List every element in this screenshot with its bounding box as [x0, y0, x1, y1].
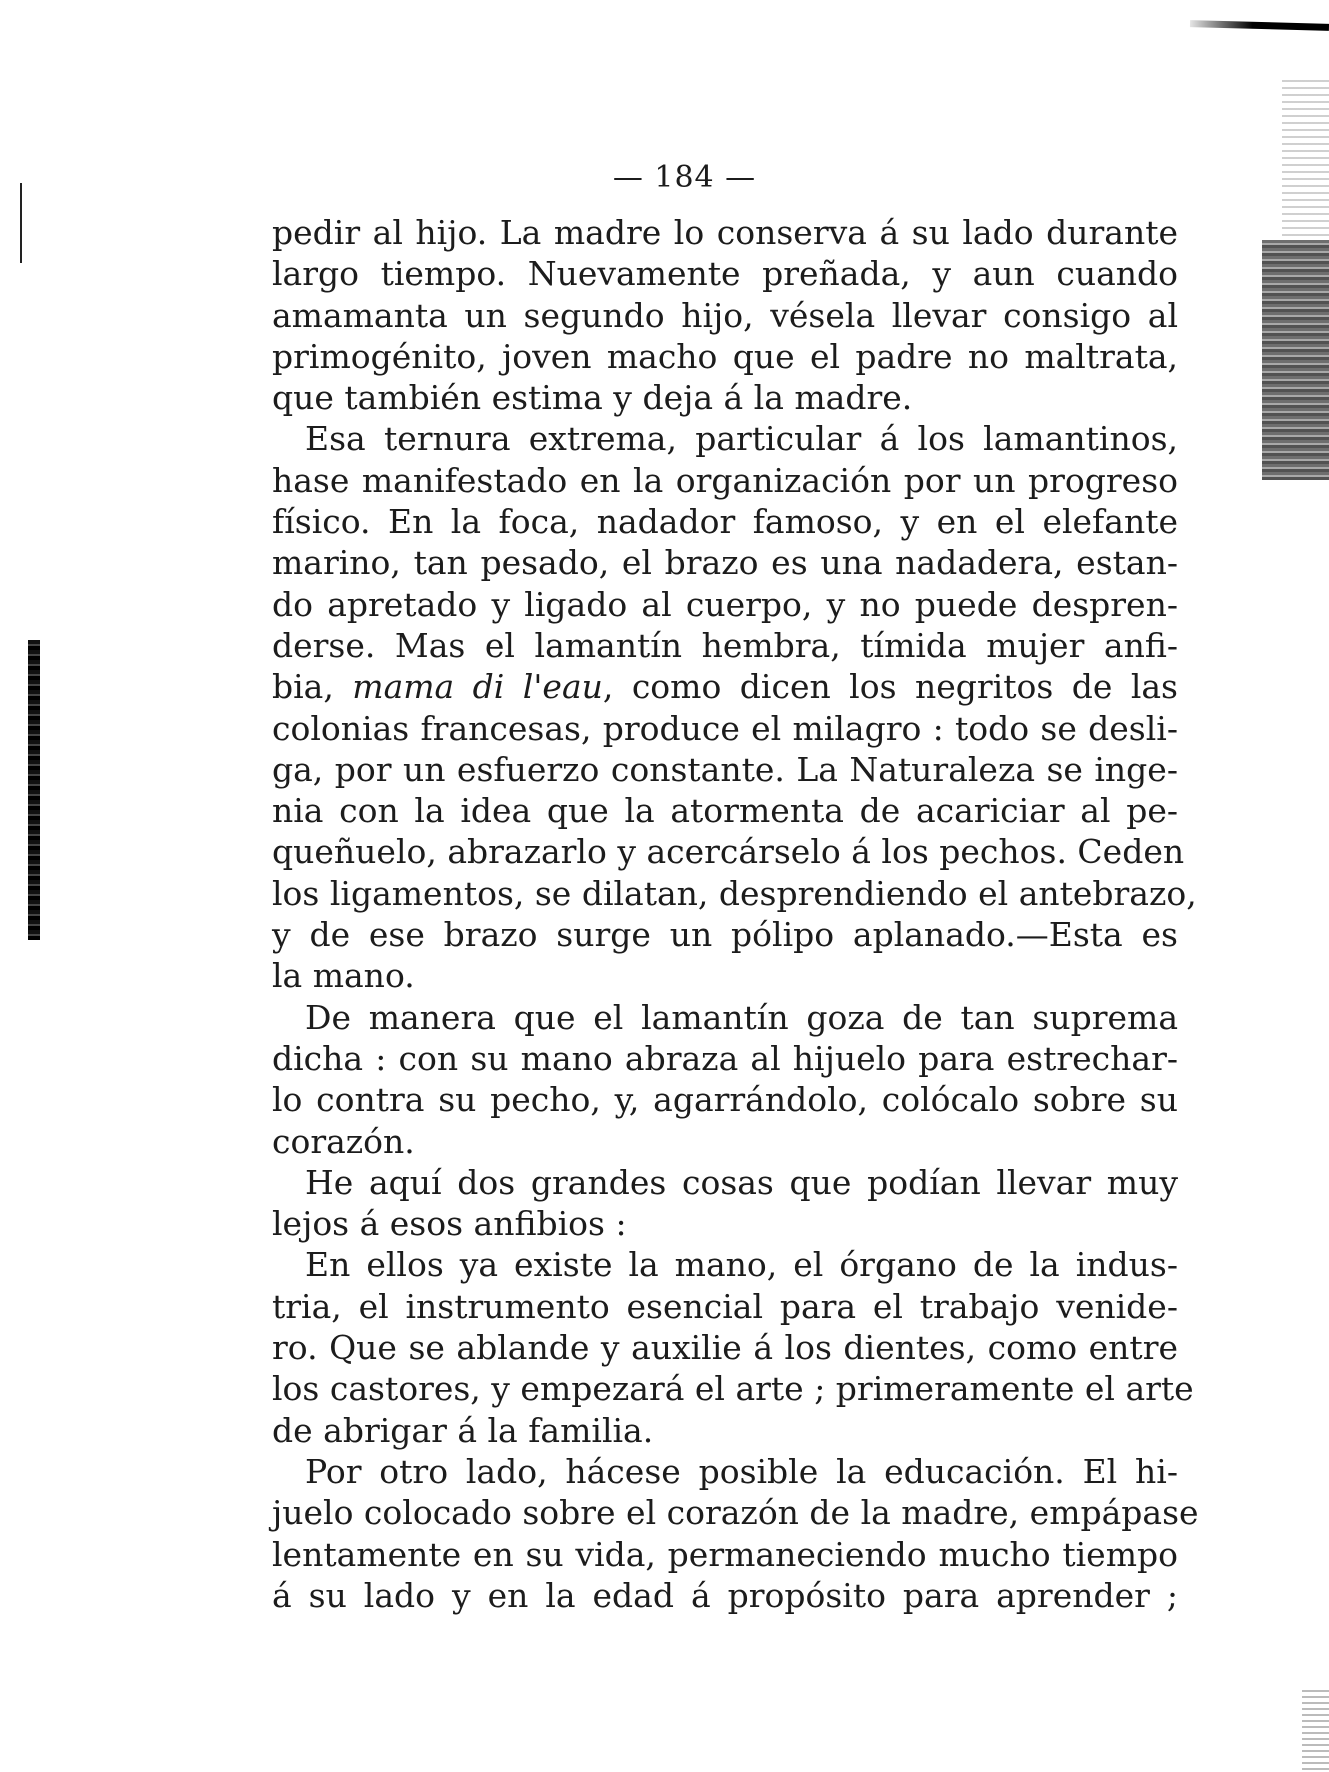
scan-artifact-top-right [1190, 20, 1329, 31]
text-line: colonias francesas, produce el milagro : todo se desli- [272, 708, 1178, 748]
scan-artifact-right-shadow [1262, 240, 1329, 480]
text-line: ga, por un esfuerzo constante. La Naturaleza se inge- [272, 749, 1178, 789]
text-line: de abrigar á la familia. [272, 1410, 654, 1450]
text-line: Por otro lado, hácese posible la educación. El hi- [305, 1451, 1178, 1491]
scan-artifact-bottom-right [1302, 1690, 1329, 1772]
text-line: juelo colocado sobre el corazón de la madre, empápase [272, 1493, 1199, 1533]
text-line: largo tiempo. Nuevamente preñada, y aun cuando [272, 254, 1178, 294]
text-line: ro. Que se ablande y auxilie á los dientes, como entre [272, 1328, 1178, 1368]
text-line: tria, el instrumento esencial para el trabajo venide- [272, 1286, 1178, 1326]
text-segment: , como dicen los negritos de las [602, 667, 1178, 707]
text-line: amamanta un segundo hijo, vésela llevar consigo al [272, 295, 1178, 335]
text-line: pedir al hijo. La madre lo conserva á su lado durante [272, 213, 1178, 252]
text-line: y de ese brazo surge un pólipo aplanado.—Esta es [272, 915, 1178, 955]
text-line: corazón. [272, 1121, 415, 1161]
scan-artifact-left-bar [28, 640, 40, 940]
text-line: primogénito, joven macho que el padre no maltrata, [272, 336, 1178, 376]
text-line: En ellos ya existe la mano, el órgano de la indus- [305, 1245, 1178, 1285]
text-line: lo contra su pecho, y, agarrándolo, colócalo sobre su [272, 1080, 1178, 1120]
text-line: marino, tan pesado, el brazo es una nadadera, estan- [272, 543, 1178, 583]
text-line: do apretado y ligado al cuerpo, y no puede despren- [272, 584, 1178, 624]
text-line: lentamente en su vida, permaneciendo mucho tiempo [272, 1534, 1178, 1574]
text-line: los ligamentos, se dilatan, desprendiendo el antebrazo, [272, 873, 1197, 913]
text-line: los castores, y empezará el arte ; primeramente el arte [272, 1369, 1194, 1409]
text-line: He aquí dos grandes cosas que podían llevar muy [305, 1162, 1178, 1202]
text-line: nia con la idea que la atormenta de acariciar al pe- [272, 791, 1178, 831]
text-line: á su lado y en la edad á propósito para aprender ; [272, 1575, 1178, 1615]
scan-artifact-left-line [20, 183, 22, 263]
text-line: De manera que el lamantín goza de tan suprema [305, 997, 1178, 1037]
text-line: hase manifestado en la organización por un progreso [272, 460, 1178, 500]
text-line-with-italic [272, 666, 1178, 707]
italic-phrase: mama di l'eau [352, 667, 603, 707]
text-line: derse. Mas el lamantín hembra, tímida mujer anfi- [272, 625, 1178, 665]
text-segment: bia, [272, 667, 353, 707]
text-line: la mano. [272, 956, 415, 996]
text-line: físico. En la foca, nadador famoso, y en el elefante [272, 502, 1178, 542]
text-line: que también estima y deja á la madre. [272, 378, 913, 418]
text-line: dicha : con su mano abraza al hijuelo para estrechar- [272, 1038, 1178, 1078]
text-line: queñuelo, abrazarlo y acercárselo á los pechos. Ceden [272, 832, 1185, 872]
text-line: Esa ternura extrema, particular á los lamantinos, [305, 419, 1178, 459]
page-number: — 184 — [612, 160, 757, 195]
text-line: lejos á esos anfibios : [272, 1204, 627, 1244]
body-text [272, 212, 1199, 1616]
